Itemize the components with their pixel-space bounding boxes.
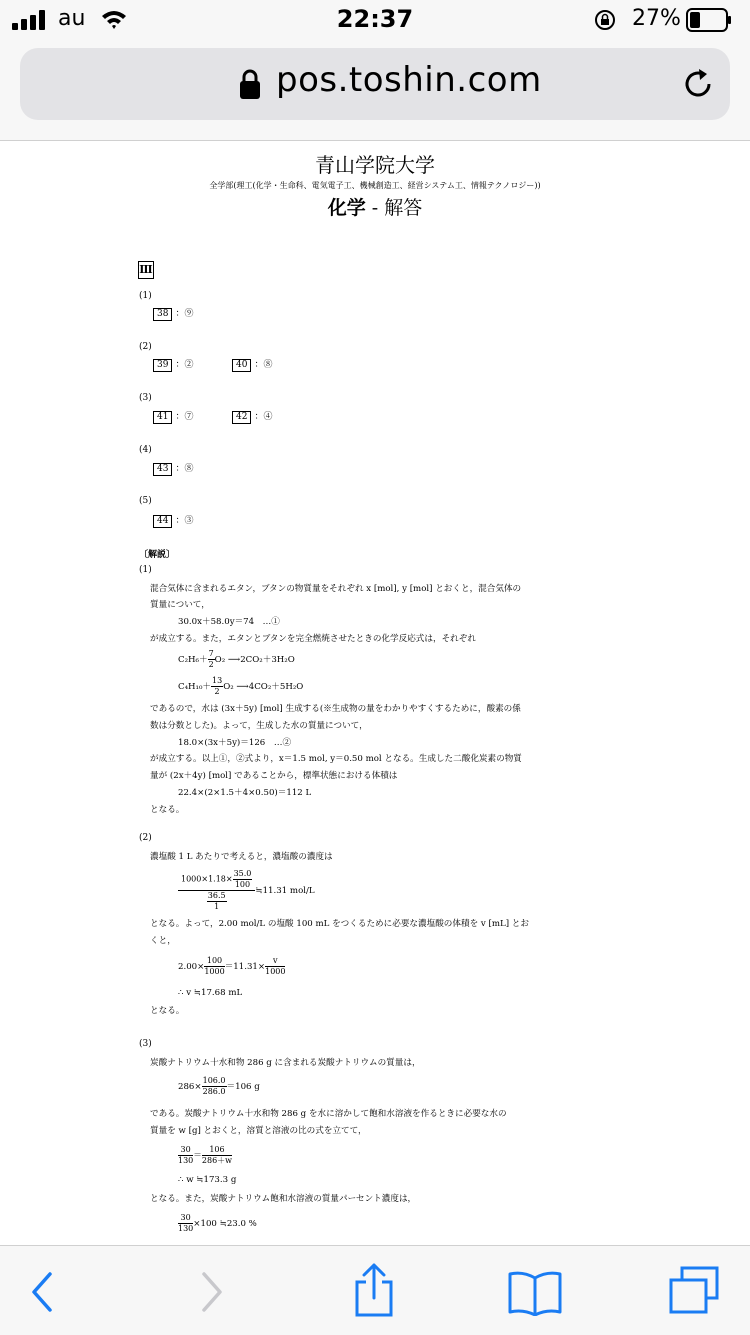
clock: 22:37 <box>336 5 414 33</box>
lock-icon <box>238 68 262 100</box>
answer-value: ：③ <box>175 516 194 526</box>
back-icon[interactable] <box>28 1270 58 1314</box>
answer-value: ：⑧ <box>254 360 273 370</box>
explanation-header: 〔解説〕 <box>139 550 176 560</box>
answer-value: ：⑨ <box>175 309 194 319</box>
answer-box: 44 <box>153 515 172 528</box>
explanation-text: となる。また，炭酸ナトリウム飽和水溶液の質量パーセント濃度は， <box>150 1194 417 1204</box>
explanation-text: が成立する。以上①，②式より，x＝1.5 mol, y＝0.50 mol となる。生成した二酸化炭素の物質 <box>150 754 522 764</box>
answer-value: ：⑧ <box>175 464 194 474</box>
battery-percent: 27% <box>632 6 681 31</box>
question-label: (5) <box>139 496 152 506</box>
address-bar[interactable] <box>20 48 730 120</box>
answer <box>153 357 193 372</box>
answer-box: 40 <box>232 359 251 372</box>
question-label: (1) <box>139 291 152 301</box>
answer-box: 39 <box>153 359 172 372</box>
browser-toolbar <box>0 1245 750 1335</box>
browser-header <box>0 40 750 141</box>
university-title: 青山学院大学 <box>315 153 435 177</box>
answer-box: 42 <box>232 411 251 424</box>
answer <box>153 409 193 424</box>
explanation-text: が成立する。また，エタンとブタンを完全燃焼させたときの化学反応式は，それぞれ <box>150 634 476 644</box>
reaction-equation: C₄H₁₀＋ $\frac{13}{2}$ O₂ ⟶4CO₂＋5H₂O <box>178 676 304 696</box>
url-text: pos.toshin.com <box>276 60 542 100</box>
equation: 30.0x＋58.0y＝74 …① <box>178 617 280 627</box>
volume-equation: 2.00× $\frac{100}{1000}$ ＝11.31× $\frac{v}{1000}$ <box>178 956 286 976</box>
subject-suffix: - 解答 <box>365 197 423 219</box>
explanation-label: (1) <box>139 565 152 575</box>
orientation-lock-icon <box>594 9 616 31</box>
explanation-text: 量が (2x＋4y) [mol] であることから，標準状態における体積は <box>150 771 398 781</box>
ratio-equation: $\frac{30}{130}$ ＝ $\frac{106}{286+w}$ <box>178 1145 233 1165</box>
equation: 18.0×(3x＋5y)＝126 …② <box>178 738 292 748</box>
answer <box>232 357 272 372</box>
reaction-equation: C₂H₆＋ $\frac{7}{2}$ O₂ ⟶2CO₂＋3H₂O <box>178 649 295 669</box>
document-page <box>0 141 750 1245</box>
battery-icon <box>686 8 732 32</box>
explanation-text: 質量を w [g] とおくと，溶質と溶液の比の式を立てて， <box>150 1126 367 1136</box>
answer <box>153 306 193 321</box>
explanation-text: 濃塩酸 1 L あたりで考えると，濃塩酸の濃度は <box>150 852 333 862</box>
answer-value: ：④ <box>254 412 273 422</box>
result: ∴ v ≒17.68 mL <box>178 988 243 998</box>
forward-icon[interactable] <box>196 1270 226 1314</box>
question-label: (4) <box>139 445 152 455</box>
explanation-label: (2) <box>139 833 152 843</box>
answer <box>153 513 193 528</box>
answer-box: 41 <box>153 411 172 424</box>
share-icon[interactable] <box>352 1262 396 1318</box>
status-bar <box>0 0 750 40</box>
explanation-text: となる。 <box>150 805 185 815</box>
explanation-text: 質量について， <box>150 600 210 610</box>
concentration-equation: 1000×1.18× $\frac{35.0}{100}$ $\frac{36.5}{1}$ ≒11.31 mol/L <box>178 869 315 912</box>
percent-equation: $\frac{30}{130}$ ×100 ≒23.0 % <box>178 1213 257 1233</box>
tabs-icon[interactable] <box>668 1266 720 1314</box>
answer-box: 43 <box>153 463 172 476</box>
explanation-text: 炭酸ナトリウム十水和物 286 g に含まれる炭酸ナトリウムの質量は， <box>150 1058 421 1068</box>
explanation-text: である。炭酸ナトリウム十水和物 286 g を水に溶かして飽和水溶液を作るときに必要な水の <box>150 1109 507 1119</box>
explanation-text: 数は分数とした)。よって，生成した水の質量について， <box>150 721 368 731</box>
question-label: (2) <box>139 342 152 352</box>
faculty-subtitle: 全学部(理工(化学・生命科、電気電子工、機械創造工、経営システム工、情報テクノロジー)) <box>209 181 541 190</box>
carrier-name: au <box>58 6 86 31</box>
explanation-label: (3) <box>139 1039 152 1049</box>
question-label: (3) <box>139 393 152 403</box>
explanation-text: となる。よって，2.00 mol/L の塩酸 100 mL をつくるために必要な濃塩酸の体積を v [mL] とお <box>150 919 529 929</box>
subject-name: 化学 <box>327 197 366 219</box>
reload-icon[interactable] <box>680 66 716 102</box>
answer-value: ：⑦ <box>175 412 194 422</box>
explanation-text: となる。 <box>150 1006 185 1016</box>
answer <box>232 409 272 424</box>
explanation-text: くと， <box>150 936 176 946</box>
answer <box>153 461 193 476</box>
subject-title <box>0 193 750 220</box>
explanation-text: であるので，水は (3x＋5y) [mol] 生成する(※生成物の量をわかりやすくするために，酸素の係 <box>150 704 521 714</box>
mass-equation: 286× $\frac{106.0}{286.0}$ ＝106 g <box>178 1076 260 1096</box>
section-number: Ⅲ <box>138 261 154 279</box>
answer-value: ：② <box>175 360 194 370</box>
result: ∴ w ≒173.3 g <box>178 1175 237 1185</box>
explanation-text: 混合気体に含まれるエタン，ブタンの物質量をそれぞれ x [mol], y [mol] とおくと，混合気体の <box>150 584 522 594</box>
answer-box: 38 <box>153 308 172 321</box>
bookmarks-icon[interactable] <box>508 1270 562 1316</box>
equation: 22.4×(2×1.5＋4×0.50)＝112 L <box>178 788 312 798</box>
